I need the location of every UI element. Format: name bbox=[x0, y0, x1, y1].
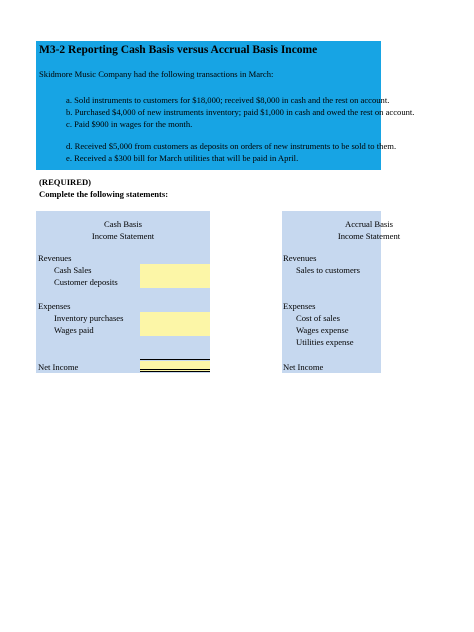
customer-deposits-label: Customer deposits bbox=[54, 277, 118, 287]
net-income-top-rule bbox=[140, 359, 210, 360]
inventory-purchases-label: Inventory purchases bbox=[54, 313, 124, 323]
net-income-double-rule-2 bbox=[140, 371, 210, 372]
transaction-d: d. Received $5,000 from customers as deposits on orders of new instruments to be sold to them. bbox=[66, 141, 397, 151]
cash-basis-heading: Cash Basis bbox=[104, 219, 142, 229]
accrual-basis-subheading: Income Statement bbox=[337, 231, 401, 241]
accrual-net-income-label: Net Income bbox=[283, 362, 324, 372]
cash-basis-statement bbox=[36, 211, 210, 373]
cash-sales-label: Cash Sales bbox=[54, 265, 92, 275]
required-label: (REQUIRED) bbox=[39, 177, 92, 187]
transaction-c: c. Paid $900 in wages for the month. bbox=[66, 119, 193, 129]
accrual-basis-statement bbox=[282, 211, 401, 373]
transaction-e: e. Received a $300 bill for March utilities that will be paid in April. bbox=[66, 153, 299, 163]
intro-text: Skidmore Music Company had the following transactions in March: bbox=[39, 69, 274, 79]
transaction-b: b. Purchased $4,000 of new instruments inventory; paid $1,000 in cash and owed the rest on account. bbox=[66, 107, 415, 117]
cash-revenue-input[interactable] bbox=[140, 264, 210, 288]
transaction-a: a. Sold instruments to customers for $18,000; received $8,000 in cash and the rest on account. bbox=[66, 95, 390, 105]
wages-paid-label: Wages paid bbox=[54, 325, 94, 335]
accrual-revenues-label: Revenues bbox=[283, 253, 317, 263]
instruction-text: Complete the following statements: bbox=[39, 189, 169, 199]
accrual-expenses-label: Expenses bbox=[283, 301, 316, 311]
cost-of-sales-label: Cost of sales bbox=[296, 313, 340, 323]
cash-net-income-label: Net Income bbox=[38, 362, 79, 372]
cash-basis-subheading: Income Statement bbox=[91, 231, 155, 241]
net-income-double-rule-1 bbox=[140, 369, 210, 370]
accrual-basis-heading: Accrual Basis bbox=[345, 219, 393, 229]
wages-expense-label: Wages expense bbox=[296, 325, 349, 335]
utilities-expense-label: Utilities expense bbox=[296, 337, 354, 347]
page-title: M3-2 Reporting Cash Basis versus Accrual Basis Income bbox=[39, 44, 318, 56]
cash-expenses-label: Expenses bbox=[38, 301, 71, 311]
sales-to-customers-label: Sales to customers bbox=[296, 265, 360, 275]
cash-expense-input[interactable] bbox=[140, 312, 210, 336]
header-banner bbox=[36, 41, 415, 170]
cash-revenues-label: Revenues bbox=[38, 253, 72, 263]
